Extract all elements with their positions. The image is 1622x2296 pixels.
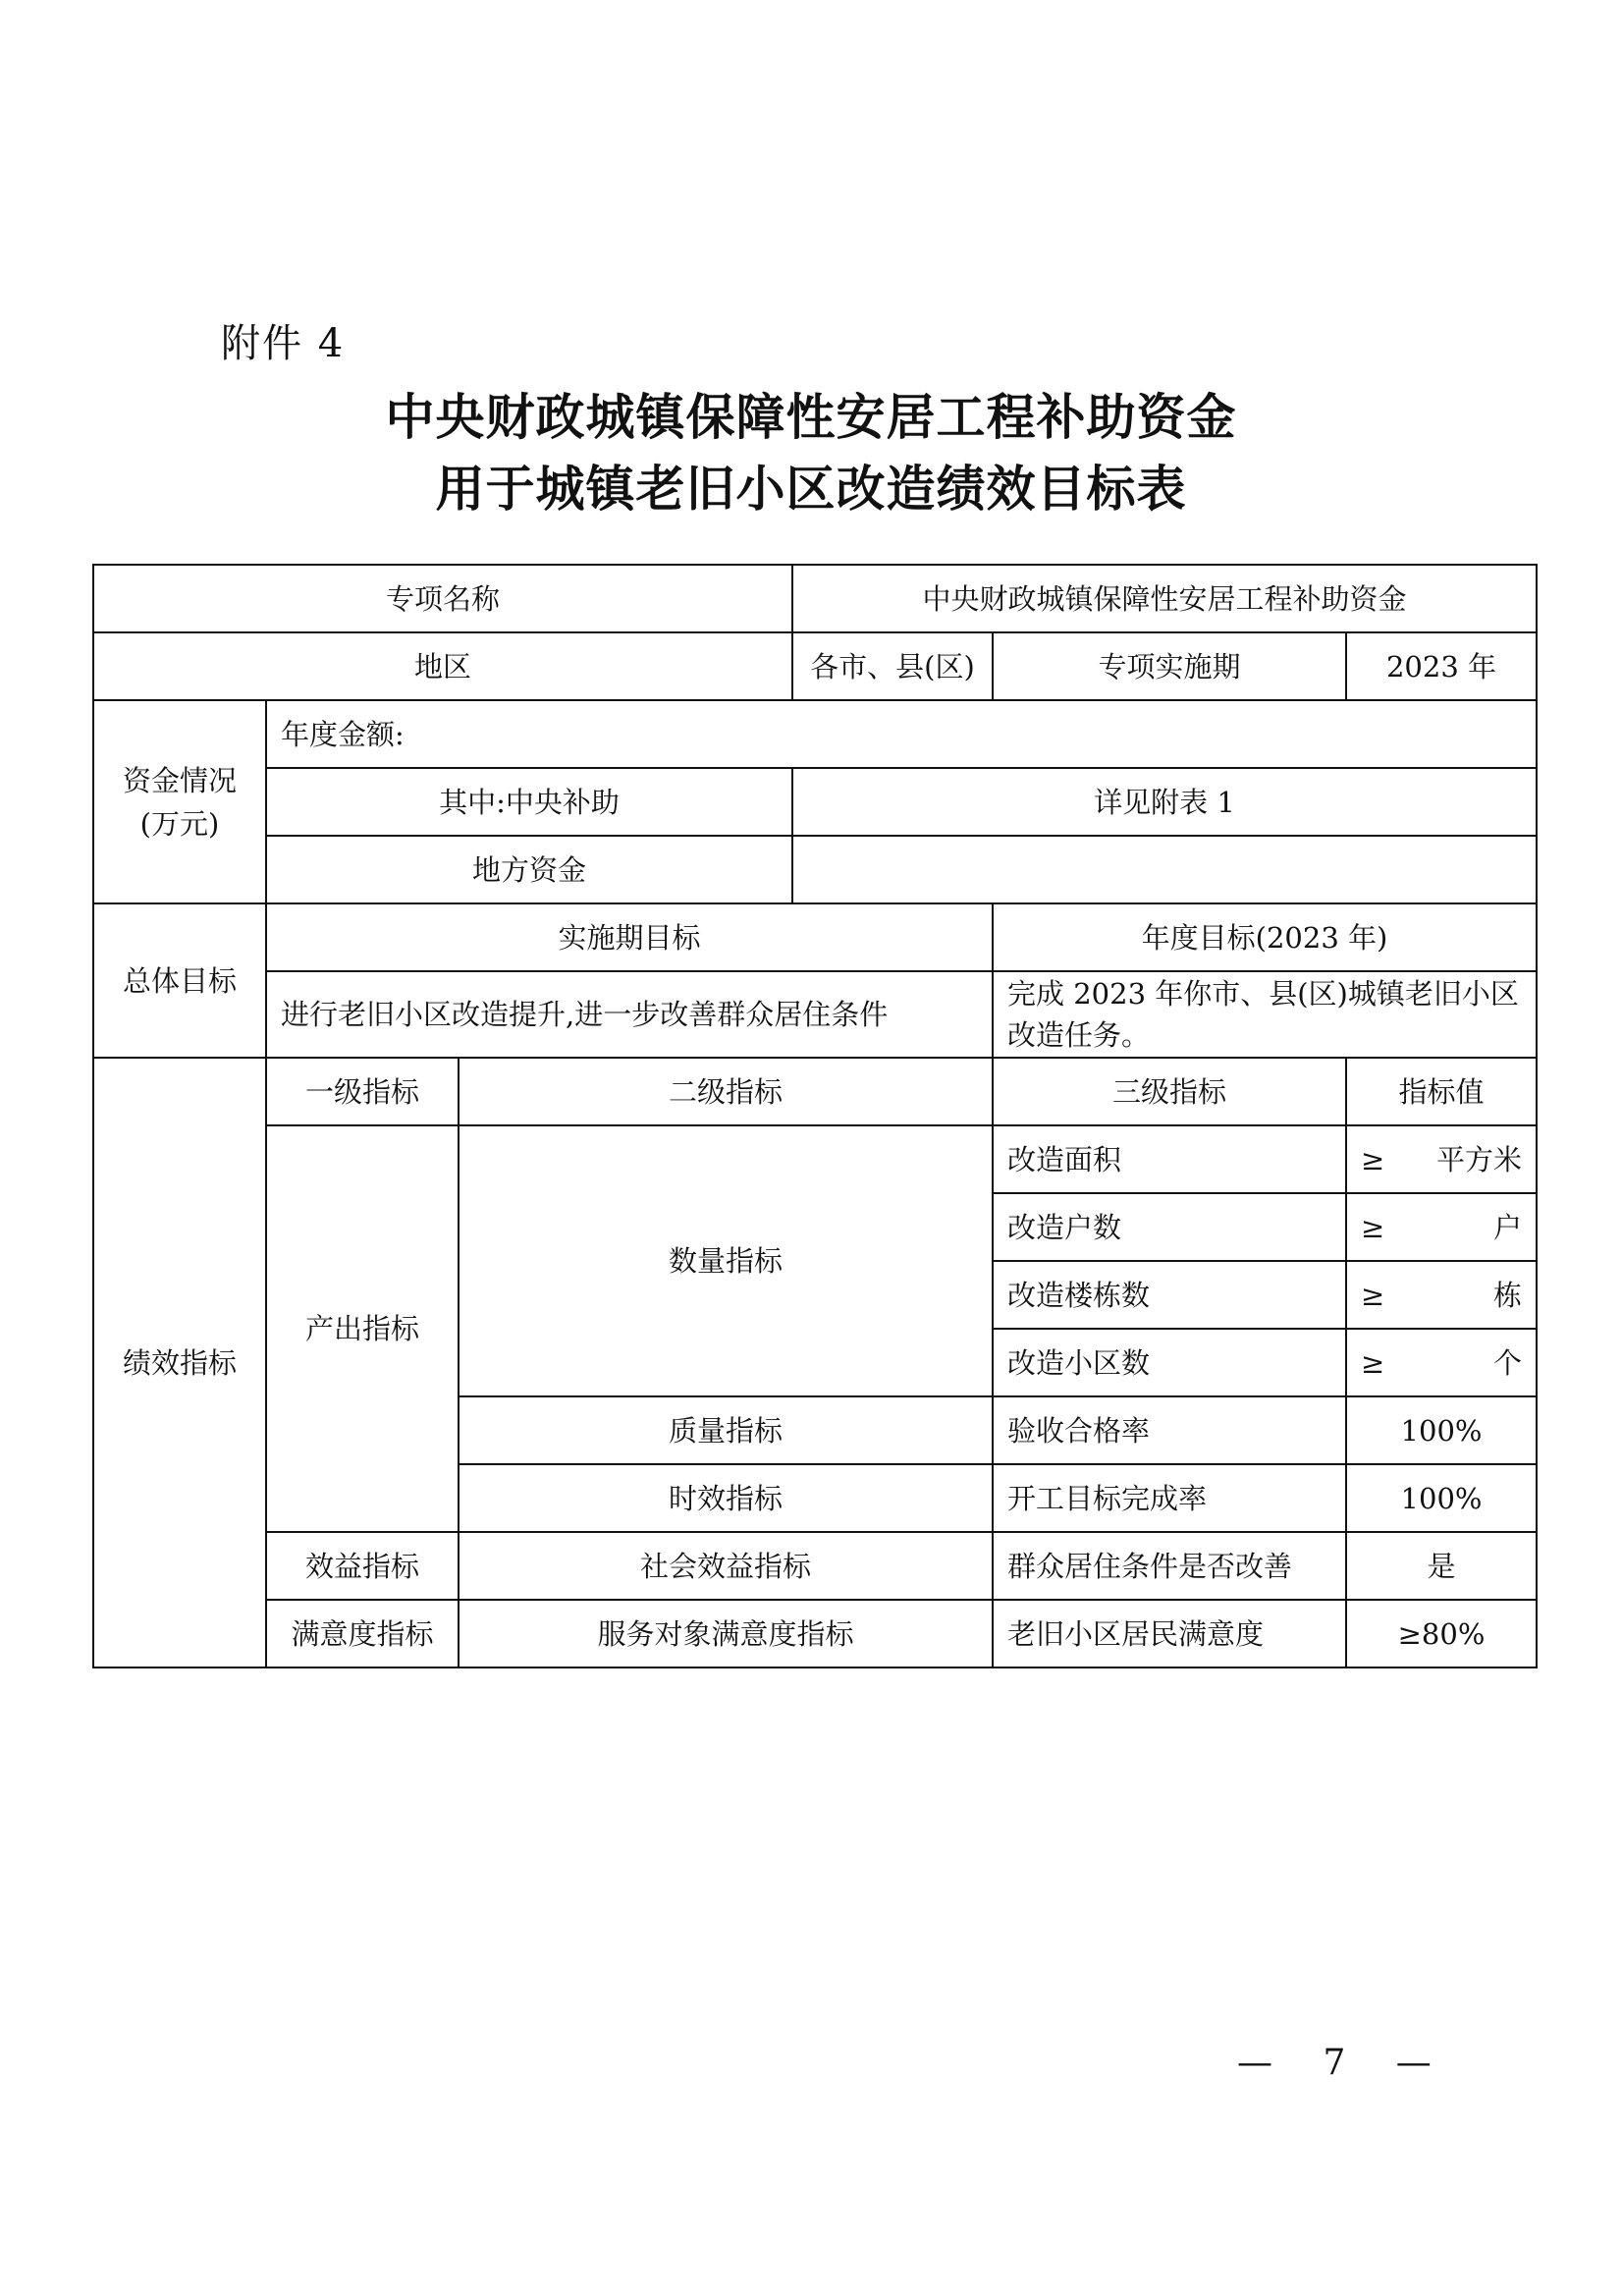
service-satisfaction-value: ≥80% — [1346, 1600, 1537, 1667]
social-benefit-label: 社会效益指标 — [459, 1532, 993, 1600]
header-value: 指标值 — [1346, 1058, 1537, 1125]
attachment-label — [221, 312, 345, 368]
region-label: 地区 — [93, 632, 792, 700]
project-name-value: 中央财政城镇保障性安居工程补助资金 — [792, 565, 1537, 632]
annual-goal-text: 完成 2023 年你市、县(区)城镇老旧小区改造任务。 — [993, 971, 1537, 1058]
local-funds-label: 地方资金 — [266, 836, 792, 903]
title-line-2: 用于城镇老旧小区改造绩效目标表 — [435, 460, 1187, 518]
central-subsidy-label: 其中:中央补助 — [266, 768, 792, 836]
ge-symbol: ≥ — [1361, 1210, 1385, 1244]
header-level1: 一级指标 — [266, 1058, 459, 1125]
timeliness-value: 100% — [1346, 1464, 1537, 1532]
period-goal-text: 进行老旧小区改造提升,进一步改善群众居住条件 — [266, 971, 993, 1058]
row-item-communities: 改造小区数 — [993, 1329, 1346, 1396]
output-indicator-label: 产出指标 — [266, 1125, 459, 1532]
period-value: 2023 年 — [1346, 632, 1537, 700]
row-item-buildings: 改造楼栋数 — [993, 1261, 1346, 1329]
central-subsidy-value: 详见附表 1 — [792, 768, 1537, 836]
project-name-label: 专项名称 — [93, 565, 792, 632]
performance-target-table — [92, 564, 1538, 1668]
overall-goal-label: 总体目标 — [93, 903, 266, 1058]
social-benefit-item: 群众居住条件是否改善 — [993, 1532, 1346, 1600]
quality-item: 验收合格率 — [993, 1396, 1346, 1464]
period-goal-label: 实施期目标 — [266, 903, 993, 971]
title-line-1: 中央财政城镇保障性安居工程补助资金 — [385, 388, 1237, 446]
page-number: — 7 — — [1237, 2043, 1451, 2083]
region-value: 各市、县(区) — [792, 632, 993, 700]
row-item-area: 改造面积 — [993, 1125, 1346, 1193]
unit-text: 户 — [1493, 1210, 1523, 1244]
local-funds-value — [792, 836, 1537, 903]
quantity-indicator-label: 数量指标 — [459, 1125, 993, 1396]
quality-value: 100% — [1346, 1396, 1537, 1464]
social-benefit-value: 是 — [1346, 1532, 1537, 1600]
timeliness-item: 开工目标完成率 — [993, 1464, 1346, 1532]
row-item-households: 改造户数 — [993, 1193, 1346, 1261]
benefit-indicator-label: 效益指标 — [266, 1532, 459, 1600]
row-value-households — [1346, 1193, 1537, 1261]
annual-goal-label: 年度目标(2023 年) — [993, 903, 1537, 971]
row-value-buildings — [1346, 1261, 1537, 1329]
attachment-text: 附件 — [221, 321, 303, 366]
unit-text: 个 — [1493, 1345, 1523, 1380]
ge-symbol: ≥ — [1361, 1142, 1385, 1176]
unit-text: 栋 — [1493, 1278, 1523, 1312]
quality-indicator-label: 质量指标 — [459, 1396, 993, 1464]
header-level2: 二级指标 — [459, 1058, 993, 1125]
annual-amount-label: 年度金额: — [266, 700, 1537, 768]
timeliness-indicator-label: 时效指标 — [459, 1464, 993, 1532]
satisfaction-indicator-label: 满意度指标 — [266, 1600, 459, 1667]
service-satisfaction-item: 老旧小区居民满意度 — [993, 1600, 1346, 1667]
service-satisfaction-label: 服务对象满意度指标 — [459, 1600, 993, 1667]
attachment-number: 4 — [317, 321, 346, 366]
unit-text: 平方米 — [1436, 1142, 1523, 1176]
period-label: 专项实施期 — [993, 632, 1346, 700]
row-value-communities — [1346, 1329, 1537, 1396]
ge-symbol: ≥ — [1361, 1345, 1385, 1380]
ge-symbol: ≥ — [1361, 1278, 1385, 1312]
performance-indicator-label: 绩效指标 — [93, 1058, 266, 1667]
funds-label: 资金情况 (万元) — [93, 700, 266, 903]
row-value-area — [1346, 1125, 1537, 1193]
header-level3: 三级指标 — [993, 1058, 1346, 1125]
